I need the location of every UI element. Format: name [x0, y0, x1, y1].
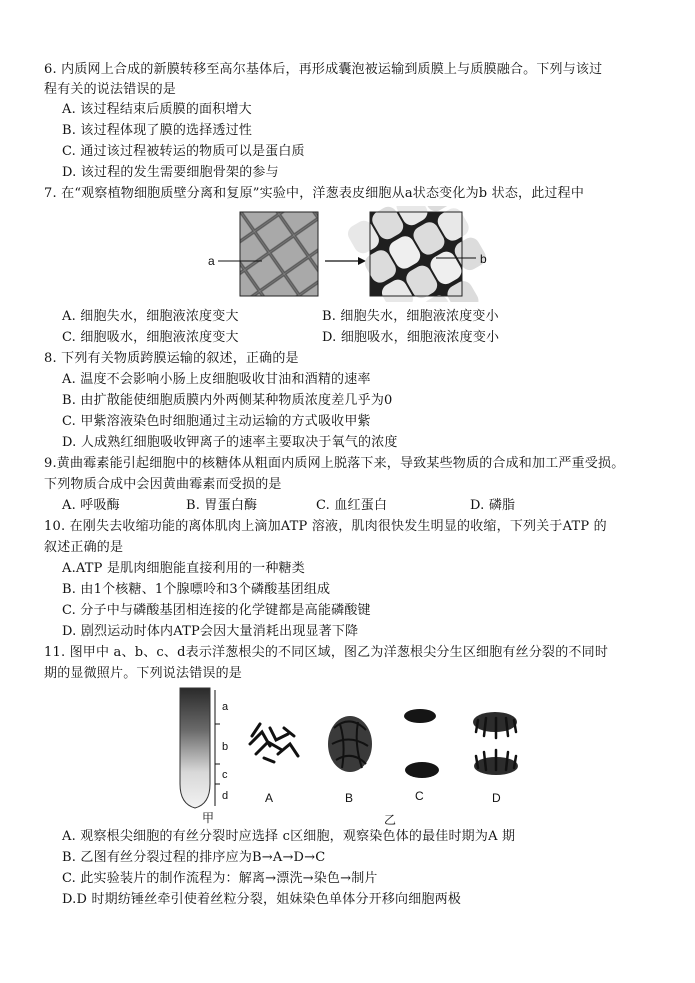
- q11-option-c: C. 此实验装片的制作流程为：解离→漂洗→染色→制片: [62, 871, 378, 886]
- root-tip: [180, 688, 210, 808]
- q11-option-b: B. 乙图有丝分裂过程的排序应为B→A→D→C: [62, 850, 326, 865]
- q6-option-a: A. 该过程结束后质膜的面积增大: [62, 102, 252, 117]
- q7-option-d: D. 细胞吸水，细胞液浓度变小: [322, 330, 500, 345]
- label-a: a: [208, 254, 215, 268]
- zone-a-label: a: [222, 701, 229, 713]
- q9-option-a: A. 呼吸酶: [62, 498, 120, 513]
- q11-stem-line2: 期的显微照片。下列说法错误的是: [44, 666, 243, 681]
- q10-stem-line1: 10. 在刚失去收缩功能的离体肌肉上滴加ATP 溶液，肌肉很快发生明显的收缩，下列关于ATP 的: [44, 519, 607, 534]
- q9-option-b: B. 胃蛋白酶: [186, 498, 258, 513]
- q7-option-b: B. 细胞失水，细胞液浓度变小: [322, 309, 499, 324]
- q8-option-b: B. 由扩散能使细胞质膜内外两侧某种物质浓度差几乎为0: [62, 393, 393, 408]
- q11-stem-line1: 11. 图甲中 a、b、c、d表示洋葱根尖的不同区域，图乙为洋葱根尖分生区细胞有丝分裂的不同时: [44, 645, 609, 660]
- q6-option-d: D. 该过程的发生需要细胞骨架的参与: [62, 165, 279, 180]
- cell-c-label: C: [415, 789, 424, 803]
- cell-c-chromosomes: [404, 709, 439, 778]
- q6-stem-line2: 程有关的说法错误的是: [44, 82, 177, 97]
- zone-c-label: c: [222, 769, 228, 781]
- zone-b-label: b: [222, 741, 229, 753]
- q8-option-c: C. 甲紫溶液染色时细胞通过主动运输的方式吸收甲紫: [62, 414, 371, 429]
- q7-option-c: C. 细胞吸水，细胞液浓度变大: [62, 330, 239, 345]
- q7-plasmolysis-figure: [200, 206, 500, 302]
- q10-option-a: A.ATP 是肌肉细胞能直接利用的一种糖类: [62, 561, 305, 576]
- q9-option-d: D. 磷脂: [470, 498, 516, 513]
- q8-option-a: A. 温度不会影响小肠上皮细胞吸收甘油和酒精的速率: [62, 372, 371, 387]
- q9-stem-line2: 下列物质合成中会因黄曲霉素而受损的是: [44, 477, 282, 492]
- q6-option-c: C. 通过该过程被转运的物质可以是蛋白质: [62, 144, 305, 159]
- q10-option-c: C. 分子中与磷酸基团相连接的化学键都是高能磷酸键: [62, 603, 371, 618]
- cell-a-chromosomes: [250, 724, 298, 762]
- q8-option-d: D. 人成熟红细胞吸收钾离子的速率主要取决于氧气的浓度: [62, 435, 398, 450]
- q10-option-b: B. 由1个核糖、1个腺嘌呤和3个磷酸基团组成: [62, 582, 331, 597]
- q9-stem-line1: 9.黄曲霉素能引起细胞中的核糖体从粗面内质网上脱落下来，导致某些物质的合成和加工严重受损。: [44, 456, 625, 471]
- cell-b-label: B: [345, 791, 354, 805]
- q6-stem-line1: 6. 内质网上合成的新膜转移至高尔基体后，再形成囊泡被运输到质膜上与质膜融合。下列与该过: [44, 62, 603, 77]
- q6-option-b: B. 该过程体现了膜的选择透过性: [62, 123, 253, 138]
- micrograph-a: [240, 212, 318, 296]
- cell-d-label: D: [492, 791, 501, 805]
- q11-option-d: D.D 时期纺锤丝牵引使着丝粒分裂，姐妹染色单体分开移向细胞两极: [62, 892, 462, 907]
- figure-yi-label: 乙: [384, 813, 397, 826]
- q7-stem: 7. 在“观察植物细胞质壁分离和复原”实验中，洋葱表皮细胞从a状态变化为b 状态，此过程中: [44, 186, 585, 201]
- q11-option-a: A. 观察根尖细胞的有丝分裂时应选择 c区细胞，观察染色体的最佳时期为A 期: [62, 829, 516, 844]
- zone-d-label: d: [222, 790, 229, 802]
- cell-a-label: A: [265, 791, 274, 805]
- cell-d-chromosomes: [473, 712, 518, 775]
- q8-stem: 8. 下列有关物质跨膜运输的叙述，正确的是: [44, 351, 299, 366]
- q10-stem-line2: 叙述正确的是: [44, 540, 124, 555]
- q7-option-a: A. 细胞失水，细胞液浓度变大: [62, 309, 239, 324]
- arrow-head-icon: [358, 257, 366, 265]
- q9-option-c: C. 血红蛋白: [316, 498, 388, 513]
- q10-option-d: D. 剧烈运动时体内ATP会因大量消耗出现显著下降: [62, 624, 359, 639]
- cell-b-chromosomes: [328, 716, 372, 772]
- figure-jia-label: 甲: [202, 811, 215, 825]
- q11-root-tip-figure: [170, 684, 540, 826]
- micrograph-b: [345, 206, 500, 302]
- label-b: b: [480, 252, 487, 266]
